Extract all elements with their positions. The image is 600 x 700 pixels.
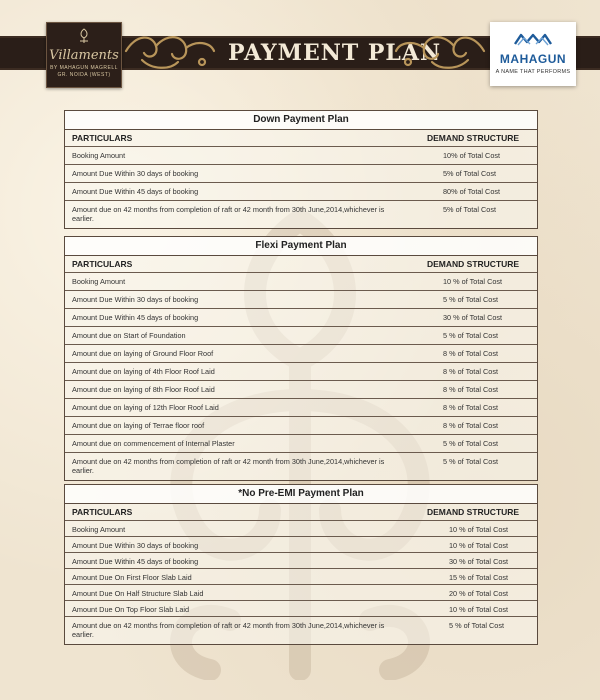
row-particular: Booking Amount [72, 525, 126, 534]
row-particular: Amount Due Within 45 days of booking [72, 313, 199, 322]
row-demand: 5% of Total Cost [443, 205, 496, 214]
row-demand: 10 % of Total Cost [443, 277, 503, 286]
flexi-payment-plan-table [64, 236, 538, 481]
row-demand: 8 % of Total Cost [443, 367, 499, 376]
table-row [65, 569, 537, 585]
row-particular: Amount Due Within 45 days of booking [72, 187, 199, 196]
mahagun-tagline: A NAME THAT PERFORMS [495, 69, 571, 75]
table-row [65, 381, 537, 399]
row-particular: Amount due on laying of Ground Floor Roof [72, 349, 214, 358]
column-header-demand: DEMAND STRUCTURE [427, 507, 520, 517]
villaments-location: GR. NOIDA (WEST) [57, 72, 111, 78]
table-header-row [65, 256, 537, 273]
column-header-demand: DEMAND STRUCTURE [427, 259, 520, 269]
header [0, 0, 600, 98]
row-demand: 5 % of Total Cost [443, 457, 499, 466]
row-particular: Booking Amount [72, 151, 126, 160]
table-row [65, 363, 537, 381]
villaments-logo [46, 22, 122, 88]
row-particular: Amount due on 42 months from completion of raft or 42 month from 30th June,2014,whichever is earlier. [72, 621, 385, 639]
row-demand: 10% of Total Cost [443, 151, 501, 160]
row-demand: 5 % of Total Cost [449, 621, 505, 630]
column-header-demand: DEMAND STRUCTURE [427, 133, 520, 143]
table-row [65, 553, 537, 569]
row-particular: Amount Due Within 45 days of booking [72, 557, 199, 566]
no-pre-emi-payment-plan-table [64, 484, 538, 645]
table-header-row [65, 504, 537, 521]
villaments-subtitle: BY MAHAGUN MAGRELL [50, 65, 118, 71]
table-row [65, 291, 537, 309]
table-row [65, 147, 537, 165]
table-row [65, 327, 537, 345]
row-particular: Amount due on Start of Foundation [72, 331, 186, 340]
column-header-particulars: PARTICULARS [72, 507, 133, 517]
row-particular: Amount due on laying of 8th Floor Roof Laid [72, 385, 215, 394]
table-row [65, 345, 537, 363]
row-demand: 10 % of Total Cost [449, 525, 509, 534]
row-particular: Amount Due Within 30 days of booking [72, 295, 199, 304]
row-demand: 20 % of Total Cost [449, 589, 509, 598]
row-demand: 5 % of Total Cost [443, 295, 499, 304]
page-title: PAYMENT PLAN [228, 40, 442, 66]
row-particular: Amount due on 42 months from completion of raft or 42 month from 30th June,2014,whichever is earlier. [72, 457, 385, 475]
row-demand: 8 % of Total Cost [443, 403, 499, 412]
column-header-particulars: PARTICULARS [72, 259, 133, 269]
table-row [65, 435, 537, 453]
table-row [65, 417, 537, 435]
down-payment-plan-table [64, 110, 538, 229]
row-particular: Amount Due Within 30 days of booking [72, 541, 199, 550]
row-demand: 30 % of Total Cost [449, 557, 509, 566]
row-particular: Amount due on laying of 4th Floor Roof Laid [72, 367, 215, 376]
table-row [65, 165, 537, 183]
table-row [65, 201, 537, 228]
table-row [65, 617, 537, 644]
crest-icon [77, 28, 91, 44]
row-particular: Amount due on laying of Terrae floor roof [72, 421, 205, 430]
row-demand: 30 % of Total Cost [443, 313, 503, 322]
row-particular: Amount due on commencement of Internal Plaster [72, 439, 235, 448]
table-row [65, 601, 537, 617]
row-demand: 5 % of Total Cost [443, 439, 499, 448]
table-row [65, 183, 537, 201]
table-header-row [65, 130, 537, 147]
table-row [65, 309, 537, 327]
right-flourish-ornament [392, 26, 488, 76]
table-row [65, 453, 537, 480]
row-demand: 8 % of Total Cost [443, 421, 499, 430]
mahagun-brand: MAHAGUN [499, 52, 567, 66]
row-demand: 80% of Total Cost [443, 187, 501, 196]
row-particular: Amount Due On First Floor Slab Laid [72, 573, 192, 582]
table-title: Flexi Payment Plan [65, 237, 537, 256]
row-demand: 8 % of Total Cost [443, 349, 499, 358]
row-particular: Amount due on 42 months from completion of raft or 42 month from 30th June,2014,whichever is earlier. [72, 205, 385, 223]
row-demand: 10 % of Total Cost [449, 541, 509, 550]
table-row [65, 521, 537, 537]
table-row [65, 585, 537, 601]
row-particular: Booking Amount [72, 277, 126, 286]
column-header-particulars: PARTICULARS [72, 133, 133, 143]
row-demand: 5 % of Total Cost [443, 331, 499, 340]
row-demand: 8 % of Total Cost [443, 385, 499, 394]
table-row [65, 273, 537, 291]
table-title: *No Pre-EMI Payment Plan [65, 485, 537, 504]
row-demand: 5% of Total Cost [443, 169, 496, 178]
table-title: Down Payment Plan [65, 111, 537, 130]
row-demand: 10 % of Total Cost [449, 605, 509, 614]
left-flourish-ornament [122, 26, 218, 76]
row-particular: Amount due on laying of 12th Floor Roof Laid [72, 403, 219, 412]
mahagun-mark-icon [514, 32, 552, 46]
row-demand: 15 % of Total Cost [449, 573, 509, 582]
villaments-name: Villaments [49, 48, 119, 63]
row-particular: Amount Due On Half Structure Slab Laid [72, 589, 204, 598]
table-row [65, 399, 537, 417]
table-row [65, 537, 537, 553]
row-particular: Amount Due Within 30 days of booking [72, 169, 199, 178]
row-particular: Amount Due On Top Floor Slab Laid [72, 605, 190, 614]
mahagun-logo [490, 22, 576, 86]
